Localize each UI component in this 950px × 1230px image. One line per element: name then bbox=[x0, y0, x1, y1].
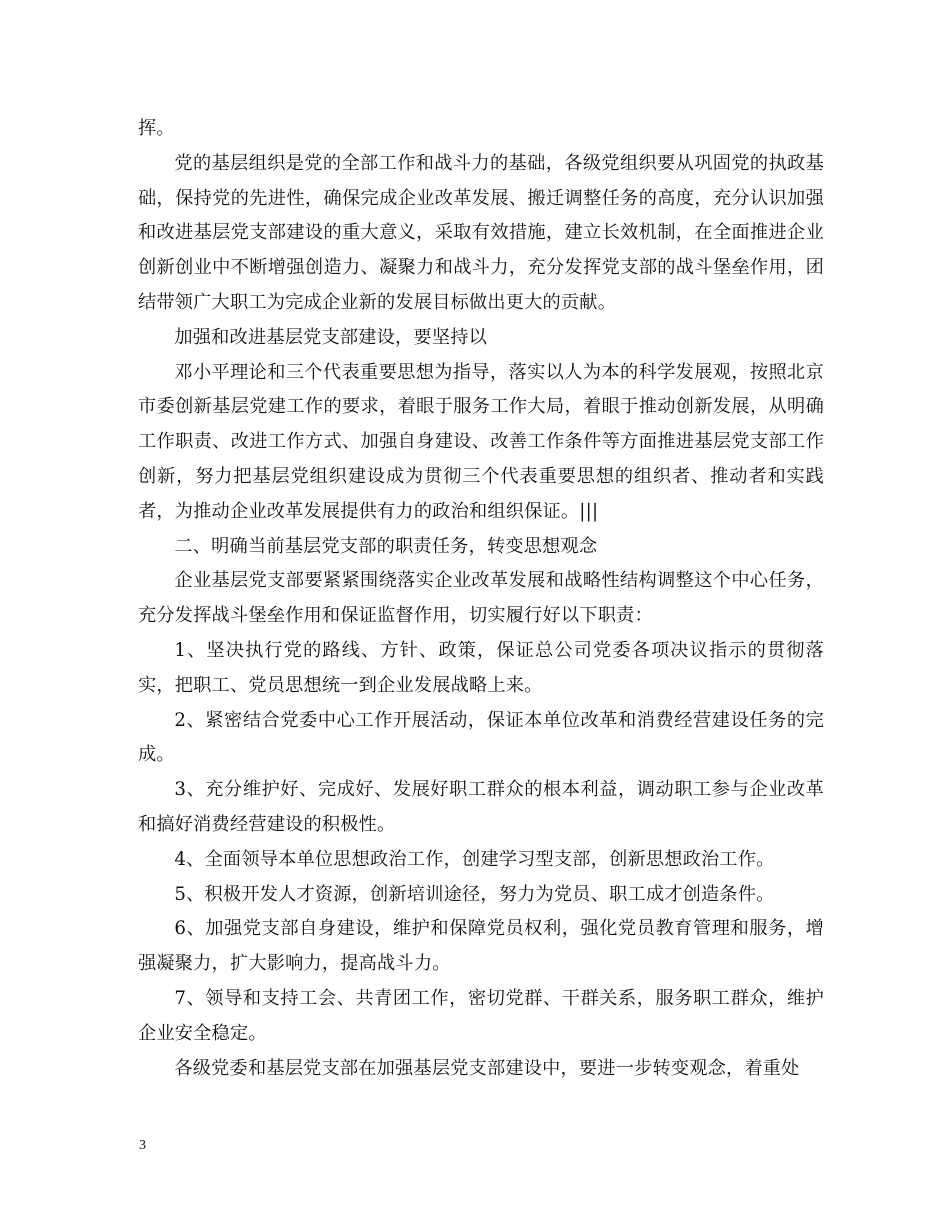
section-heading-duties: 二、明确当前基层党支部的职责任务，转变思想观念 bbox=[174, 535, 598, 557]
paragraph-continuation: 挥。 bbox=[138, 118, 175, 139]
list-item-duty-3: 3、充分维护好、完成好、发展好职工群众的根本利益，调动职工参与企业改革和搞好消费经营建设的积极性。 bbox=[138, 779, 824, 835]
list-item-duty-7: 7、领导和支持工会、共青团工作，密切党群、干群关系，服务职工群众，维护企业安全稳定。 bbox=[138, 987, 824, 1044]
paragraph-guiding-theory: 邓小平理论和三个代表重要思想为指导，落实以人为本的科学发展观，按照北京市委创新基层党建工作的要求，着眼于服务工作大局，着眼于推动创新发展，从明确工作职责、改进工作方式、加强自身建设、改善工作条件等方面推进基层党支部工作创新，努力把基层党组织建设成为贯彻三个代表重要思想的组织者、推动者和实践者，为推动企业改革发展提供有力的政治和组织保证。||| bbox=[138, 361, 824, 522]
paragraph-duties-intro: 企业基层党支部要紧紧围绕落实企业改革发展和战略性结构调整这个中心任务，充分发挥战斗堡垒作用和保证监督作用，切实履行好以下职责： bbox=[138, 570, 824, 627]
list-item-duty-1: 1、坚决执行党的路线、方针、政策，保证总公司党委各项决议指示的贯彻落实，把职工、党员思想统一到企业发展战略上来。 bbox=[138, 639, 824, 696]
page-number: 3 bbox=[139, 1138, 146, 1153]
list-item-duty-4: 4、全面领导本单位思想政治工作，创建学习型支部，创新思想政治工作。 bbox=[174, 848, 775, 870]
document-body bbox=[138, 112, 824, 1086]
list-item-duty-5: 5、积极开发人才资源，创新培训途径，努力为党员、职工成才创造条件。 bbox=[174, 883, 775, 905]
list-item-duty-2: 2、紧密结合党委中心工作开展活动，保证本单位改革和消费经营建设任务的完成。 bbox=[138, 709, 824, 766]
list-item-duty-6: 6、加强党支部自身建设，维护和保障党员权利，强化党员教育管理和服务，增强凝聚力，扩大影响力，提高战斗力。 bbox=[138, 918, 824, 975]
paragraph-closing: 各级党委和基层党支部在加强基层党支部建设中，要进一步转变观念，着重处 bbox=[174, 1057, 800, 1079]
paragraph-party-organization-foundation: 党的基层组织是党的全部工作和战斗力的基础，各级党组织要从巩固党的执政基础，保持党的先进性，确保完成企业改革发展、搬迁调整任务的高度，充分认识加强和改进基层党支部建设的重大意义，采取有效措施，建立长效机制，在全面推进企业创新创业中不断增强创造力、凝聚力和战斗力，充分发挥党支部的战斗堡垒作用，团结带领广大职工为完成企业新的发展目标做出更大的贡献。 bbox=[138, 152, 824, 313]
paragraph-strengthen-intro: 加强和改进基层党支部建设，要坚持以 bbox=[174, 326, 487, 348]
